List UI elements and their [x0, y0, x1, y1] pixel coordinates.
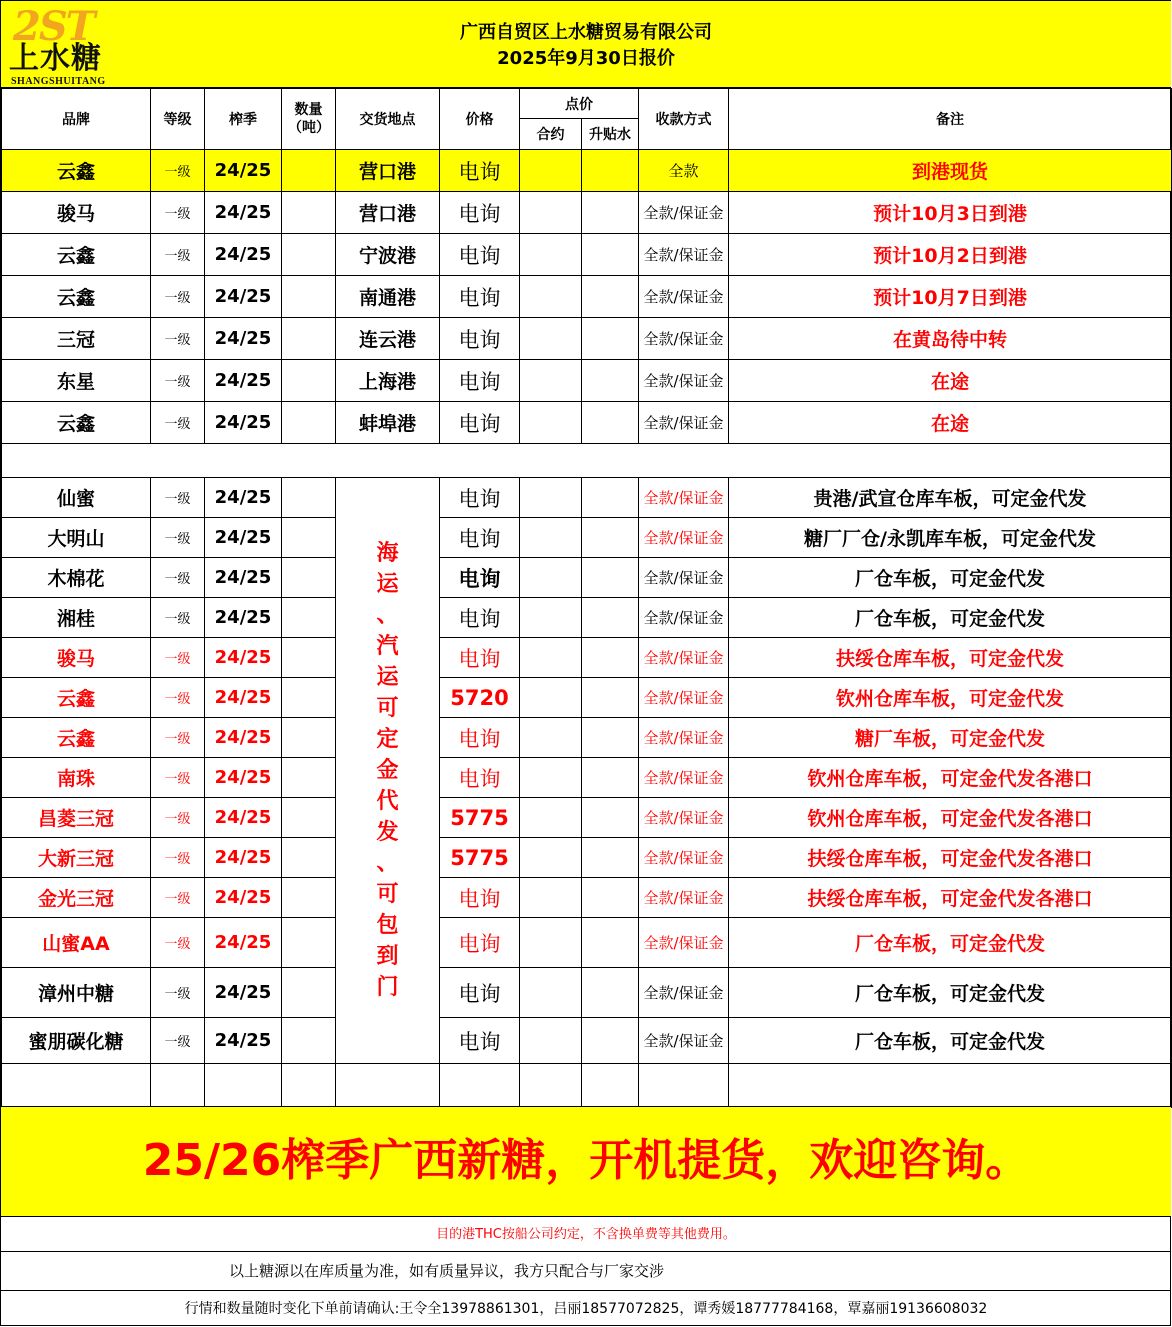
grade-cell: 一级: [151, 598, 205, 638]
premium-cell: [582, 1018, 639, 1064]
price-table: [1, 88, 1172, 1108]
quantity-cell: [282, 192, 336, 234]
note-cell: 糖厂车板，可定金代发: [729, 718, 1172, 758]
brand-cell: 昌菱三冠: [2, 798, 151, 838]
premium-cell: [582, 598, 639, 638]
col-price: 价格: [440, 89, 520, 150]
place-cell: 连云港: [336, 318, 440, 360]
payment-cell: 全款/保证金: [639, 838, 729, 878]
contact-line: 行情和数量随时变化下单前请确认:王令全13978861301，吕丽18577072825，谭秀媛18777784168，覃嘉丽19136608032: [184, 1301, 988, 1317]
delivery-note-char: 运: [376, 572, 399, 597]
table-row: [2, 718, 1172, 758]
thc-note: 目的港THC按船公司约定，不含换单费等其他费用。: [1, 1216, 1171, 1252]
price-cell: 电询: [440, 878, 520, 918]
table-row: [2, 678, 1172, 718]
payment-cell: 全款/保证金: [639, 360, 729, 402]
payment-cell: 全款/保证金: [639, 638, 729, 678]
quantity-cell: [282, 318, 336, 360]
contract-cell: [520, 638, 582, 678]
payment-cell: 全款/保证金: [639, 798, 729, 838]
delivery-note-char: 到: [376, 944, 399, 969]
contract-cell: [520, 838, 582, 878]
price-cell: 电询: [440, 518, 520, 558]
price-cell: 电询: [440, 718, 520, 758]
grade-cell: 一级: [151, 192, 205, 234]
quantity-cell: [282, 918, 336, 968]
price-cell: 电询: [440, 968, 520, 1018]
delivery-note-char: 、: [376, 603, 399, 628]
contract-cell: [520, 758, 582, 798]
premium-cell: [582, 234, 639, 276]
brand-cell: 金光三冠: [2, 878, 151, 918]
place-cell: 上海港: [336, 360, 440, 402]
grade-cell: 一级: [151, 276, 205, 318]
payment-cell: 全款/保证金: [639, 878, 729, 918]
price-cell: 电询: [440, 1018, 520, 1064]
payment-cell: 全款/保证金: [639, 1018, 729, 1064]
grade-cell: 一级: [151, 678, 205, 718]
delivery-note-char: 发: [376, 820, 399, 845]
table-row: [2, 878, 1172, 918]
note-cell: 扶绥仓库车板，可定金代发: [729, 638, 1172, 678]
spacer-cell: [2, 444, 1172, 478]
table-row: [2, 276, 1172, 318]
quantity-cell: [282, 638, 336, 678]
grade-cell: 一级: [151, 402, 205, 444]
note-cell: 糖厂厂仓/永凯库车板，可定金代发: [729, 518, 1172, 558]
season-cell: 24/25: [205, 318, 282, 360]
season-cell: 24/25: [205, 918, 282, 968]
premium-cell: [582, 558, 639, 598]
brand-cell: 云鑫: [2, 402, 151, 444]
note-cell: 在途: [729, 360, 1172, 402]
col-payment: 收款方式: [639, 89, 729, 150]
brand-cell: 云鑫: [2, 150, 151, 192]
price-cell: 电询: [440, 478, 520, 518]
contract-cell: [520, 478, 582, 518]
payment-cell: 全款/保证金: [639, 234, 729, 276]
place-cell: 南通港: [336, 276, 440, 318]
note-cell: 厂仓车板，可定金代发: [729, 968, 1172, 1018]
contract-cell: [520, 276, 582, 318]
note-cell: 厂仓车板，可定金代发: [729, 558, 1172, 598]
season-cell: 24/25: [205, 638, 282, 678]
grade-cell: 一级: [151, 150, 205, 192]
delivery-note-char: 海: [376, 541, 399, 566]
season-cell: 24/25: [205, 878, 282, 918]
premium-cell: [582, 638, 639, 678]
quantity-cell: [282, 1018, 336, 1064]
season-cell: 24/25: [205, 150, 282, 192]
payment-cell: 全款/保证金: [639, 478, 729, 518]
delivery-note-char: 可: [376, 696, 399, 721]
premium-cell: [582, 360, 639, 402]
delivery-note-char: 代: [376, 789, 399, 814]
grade-cell: 一级: [151, 558, 205, 598]
note-cell: 预计10月3日到港: [729, 192, 1172, 234]
delivery-note-cell: [336, 478, 440, 1064]
note-cell: 预计10月2日到港: [729, 234, 1172, 276]
brand-cell: 云鑫: [2, 718, 151, 758]
contract-cell: [520, 968, 582, 1018]
season-cell: 24/25: [205, 1018, 282, 1064]
price-cell: 电询: [440, 598, 520, 638]
quantity-cell: [282, 968, 336, 1018]
table-row: [2, 638, 1172, 678]
contract-cell: [520, 878, 582, 918]
brand-cell: 云鑫: [2, 234, 151, 276]
empty-cell: [440, 1064, 520, 1108]
delivery-note-char: 可: [376, 882, 399, 907]
quantity-cell: [282, 360, 336, 402]
brand-cell: 云鑫: [2, 276, 151, 318]
table-row: [2, 918, 1172, 968]
contract-cell: [520, 1018, 582, 1064]
table-row: [2, 558, 1172, 598]
delivery-note-char: 运: [376, 665, 399, 690]
empty-cell: [336, 1064, 440, 1108]
table-row: [2, 360, 1172, 402]
quote-date: 2025年9月30日报价: [497, 48, 675, 69]
contract-cell: [520, 150, 582, 192]
price-cell: 电询: [440, 234, 520, 276]
col-brand: 品牌: [2, 89, 151, 150]
premium-cell: [582, 798, 639, 838]
brand-cell: 湘桂: [2, 598, 151, 638]
payment-cell: 全款/保证金: [639, 318, 729, 360]
col-grade: 等级: [151, 89, 205, 150]
contract-cell: [520, 234, 582, 276]
price-cell: 电询: [440, 276, 520, 318]
col-contract: 合约: [520, 119, 582, 150]
price-cell: 电询: [440, 918, 520, 968]
brand-cell: 山蜜AA: [2, 918, 151, 968]
banner-text: 25/26榨季广西新糖，开机提货，欢迎咨询。: [142, 1135, 1030, 1186]
note-cell: 钦州仓库车板，可定金代发各港口: [729, 758, 1172, 798]
table-row: [2, 798, 1172, 838]
season-cell: 24/25: [205, 838, 282, 878]
premium-cell: [582, 276, 639, 318]
table-row: [2, 598, 1172, 638]
contract-cell: [520, 558, 582, 598]
quality-note-text: 以上糖源以在库质量为准，如有质量异议，我方只配合与厂家交涉: [229, 1262, 665, 1280]
col-notes: 备注: [729, 89, 1172, 150]
contract-cell: [520, 318, 582, 360]
premium-cell: [582, 718, 639, 758]
season-cell: 24/25: [205, 968, 282, 1018]
grade-cell: 一级: [151, 758, 205, 798]
note-cell: 在途: [729, 402, 1172, 444]
quantity-cell: [282, 558, 336, 598]
col-premium: 升贴水: [582, 119, 639, 150]
price-cell: 5775: [440, 798, 520, 838]
spacer-row: [2, 444, 1172, 478]
grade-cell: 一级: [151, 798, 205, 838]
payment-cell: 全款/保证金: [639, 402, 729, 444]
payment-cell: 全款/保证金: [639, 192, 729, 234]
note-cell: 预计10月7日到港: [729, 276, 1172, 318]
grade-cell: 一级: [151, 518, 205, 558]
quantity-cell: [282, 150, 336, 192]
season-cell: 24/25: [205, 192, 282, 234]
place-cell: 蚌埠港: [336, 402, 440, 444]
empty-cell: [2, 1064, 151, 1108]
col-season: 榨季: [205, 89, 282, 150]
delivery-note-char: 定: [376, 727, 399, 752]
note-cell: 扶绥仓库车板，可定金代发各港口: [729, 878, 1172, 918]
promo-banner: [1, 1106, 1171, 1217]
contract-cell: [520, 518, 582, 558]
table-row: [2, 1018, 1172, 1064]
payment-cell: 全款/保证金: [639, 918, 729, 968]
premium-cell: [582, 402, 639, 444]
grade-cell: 一级: [151, 360, 205, 402]
delivery-note-char: 汽: [376, 634, 399, 659]
contract-cell: [520, 798, 582, 838]
note-cell: 在黄岛待中转: [729, 318, 1172, 360]
payment-cell: 全款/保证金: [639, 758, 729, 798]
col-quantity: 数量（吨）: [282, 89, 336, 150]
quantity-cell: [282, 598, 336, 638]
sheet-header: [1, 1, 1171, 88]
contract-cell: [520, 718, 582, 758]
brand-cell: 漳州中糖: [2, 968, 151, 1018]
payment-cell: 全款: [639, 150, 729, 192]
note-cell: 厂仓车板，可定金代发: [729, 918, 1172, 968]
season-cell: 24/25: [205, 518, 282, 558]
price-cell: 电询: [440, 150, 520, 192]
season-cell: 24/25: [205, 718, 282, 758]
price-cell: 电询: [440, 558, 520, 598]
grade-cell: 一级: [151, 838, 205, 878]
quality-note: [1, 1252, 1171, 1291]
season-cell: 24/25: [205, 558, 282, 598]
season-cell: 24/25: [205, 598, 282, 638]
grade-cell: 一级: [151, 968, 205, 1018]
grade-cell: 一级: [151, 318, 205, 360]
season-cell: 24/25: [205, 758, 282, 798]
season-cell: 24/25: [205, 678, 282, 718]
brand-cell: 三冠: [2, 318, 151, 360]
quantity-cell: [282, 234, 336, 276]
empty-cell: [729, 1064, 1172, 1108]
season-cell: 24/25: [205, 276, 282, 318]
brand-cell: 骏马: [2, 192, 151, 234]
empty-cell: [520, 1064, 582, 1108]
table-row: [2, 758, 1172, 798]
empty-cell: [205, 1064, 282, 1108]
delivery-note-char: 金: [376, 758, 399, 783]
price-cell: 电询: [440, 638, 520, 678]
brand-cell: 骏马: [2, 638, 151, 678]
price-cell: 电询: [440, 360, 520, 402]
delivery-note-char: 包: [376, 913, 399, 938]
note-cell: 扶绥仓库车板，可定金代发各港口: [729, 838, 1172, 878]
quantity-cell: [282, 678, 336, 718]
table-row: [2, 192, 1172, 234]
premium-cell: [582, 758, 639, 798]
table-row: [2, 150, 1172, 192]
table-row: [2, 318, 1172, 360]
grade-cell: 一级: [151, 638, 205, 678]
payment-cell: 全款/保证金: [639, 518, 729, 558]
place-cell: 营口港: [336, 150, 440, 192]
brand-cell: 大明山: [2, 518, 151, 558]
brand-cell: 云鑫: [2, 678, 151, 718]
payment-cell: 全款/保证金: [639, 718, 729, 758]
grade-cell: 一级: [151, 234, 205, 276]
note-cell: 钦州仓库车板，可定金代发各港口: [729, 798, 1172, 838]
premium-cell: [582, 968, 639, 1018]
empty-cell: [282, 1064, 336, 1108]
logo-chinese-name: 上水糖: [9, 41, 102, 76]
quantity-cell: [282, 798, 336, 838]
quantity-cell: [282, 878, 336, 918]
quantity-cell: [282, 518, 336, 558]
contract-cell: [520, 360, 582, 402]
price-cell: 5775: [440, 838, 520, 878]
brand-cell: 仙蜜: [2, 478, 151, 518]
table-row: [2, 518, 1172, 558]
note-cell: 钦州仓库车板，可定金代发: [729, 678, 1172, 718]
premium-cell: [582, 192, 639, 234]
delivery-note-char: 门: [376, 975, 399, 1000]
season-cell: 24/25: [205, 798, 282, 838]
grade-cell: 一级: [151, 1018, 205, 1064]
price-cell: 电询: [440, 758, 520, 798]
premium-cell: [582, 878, 639, 918]
note-cell: 厂仓车板，可定金代发: [729, 1018, 1172, 1064]
price-cell: 电询: [440, 402, 520, 444]
quantity-cell: [282, 478, 336, 518]
place-cell: 宁波港: [336, 234, 440, 276]
table-row: [2, 402, 1172, 444]
table-row: [2, 234, 1172, 276]
contract-cell: [520, 192, 582, 234]
header-row: [2, 89, 1172, 119]
premium-cell: [582, 478, 639, 518]
contract-cell: [520, 678, 582, 718]
brand-cell: 南珠: [2, 758, 151, 798]
price-cell: 电询: [440, 192, 520, 234]
premium-cell: [582, 918, 639, 968]
company-name: 广西自贸区上水糖贸易有限公司: [460, 22, 712, 43]
grade-cell: 一级: [151, 918, 205, 968]
season-cell: 24/25: [205, 402, 282, 444]
season-cell: 24/25: [205, 234, 282, 276]
empty-cell: [639, 1064, 729, 1108]
payment-cell: 全款/保证金: [639, 598, 729, 638]
grade-cell: 一级: [151, 478, 205, 518]
place-cell: 营口港: [336, 192, 440, 234]
col-place: 交货地点: [336, 89, 440, 150]
note-cell: 到港现货: [729, 150, 1172, 192]
quantity-cell: [282, 276, 336, 318]
quantity-cell: [282, 758, 336, 798]
grade-cell: 一级: [151, 878, 205, 918]
quantity-cell: [282, 402, 336, 444]
payment-cell: 全款/保证金: [639, 968, 729, 1018]
premium-cell: [582, 838, 639, 878]
brand-cell: 蜜朋碳化糖: [2, 1018, 151, 1064]
logo-mark: 2ST: [13, 3, 94, 50]
price-cell: 电询: [440, 318, 520, 360]
col-points: 点价: [520, 89, 639, 119]
price-cell: 5720: [440, 678, 520, 718]
grade-cell: 一级: [151, 718, 205, 758]
table-row: [2, 968, 1172, 1018]
note-cell: 厂仓车板，可定金代发: [729, 598, 1172, 638]
delivery-note-char: 、: [376, 851, 399, 876]
premium-cell: [582, 150, 639, 192]
payment-cell: 全款/保证金: [639, 276, 729, 318]
logo-pinyin: SHANGSHUITANG: [11, 76, 106, 87]
company-logo: [5, 3, 127, 85]
empty-cell: [582, 1064, 639, 1108]
table-row: [2, 838, 1172, 878]
contract-cell: [520, 918, 582, 968]
note-cell: 贵港/武宣仓库车板，可定金代发: [729, 478, 1172, 518]
contract-cell: [520, 402, 582, 444]
premium-cell: [582, 678, 639, 718]
brand-cell: 木棉花: [2, 558, 151, 598]
premium-cell: [582, 518, 639, 558]
empty-row: [2, 1064, 1172, 1108]
brand-cell: 东星: [2, 360, 151, 402]
season-cell: 24/25: [205, 478, 282, 518]
brand-cell: 大新三冠: [2, 838, 151, 878]
premium-cell: [582, 318, 639, 360]
quantity-cell: [282, 838, 336, 878]
contract-cell: [520, 598, 582, 638]
payment-cell: 全款/保证金: [639, 678, 729, 718]
payment-cell: 全款/保证金: [639, 558, 729, 598]
empty-cell: [151, 1064, 205, 1108]
table-row: [2, 478, 1172, 518]
season-cell: 24/25: [205, 360, 282, 402]
quantity-cell: [282, 718, 336, 758]
